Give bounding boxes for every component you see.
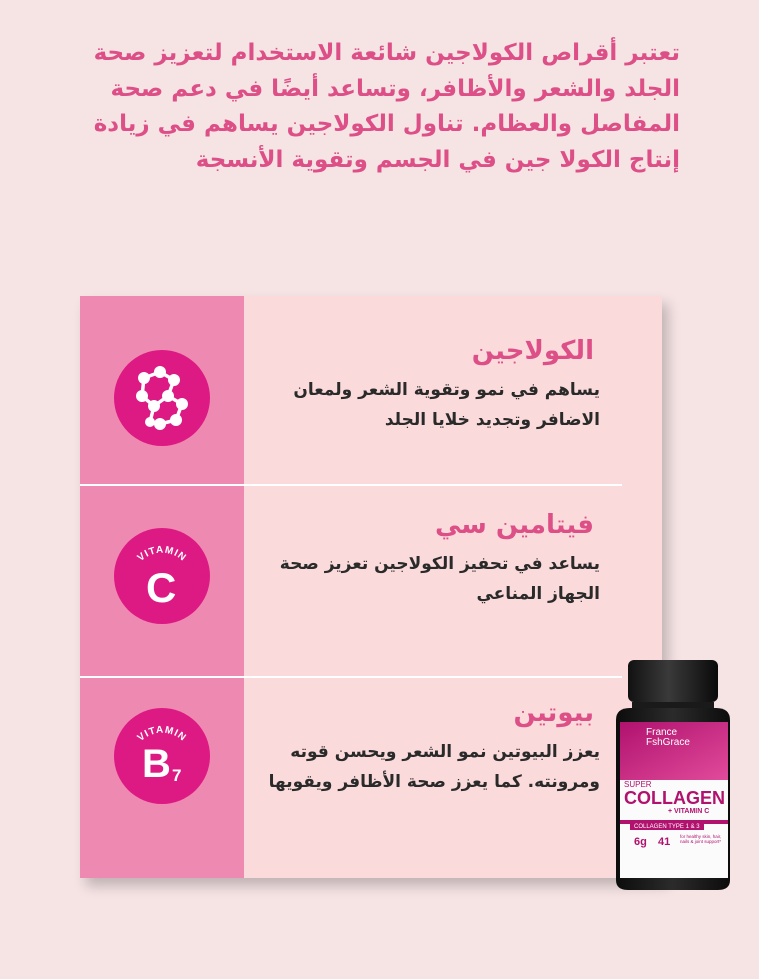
desc-line: ومرونته. كما يعزز صحة الأظافر ويقويها xyxy=(268,771,600,792)
vitamin-letter: B xyxy=(142,742,171,786)
row-desc-vitamin-c xyxy=(280,550,600,610)
row-title-collagen: الكولاجين xyxy=(471,336,594,366)
intro-line: الجلد والشعر والأظافر، وتساعد أيضًا في دعم صحة xyxy=(110,75,680,102)
row-desc-biotin xyxy=(269,738,600,798)
product-benefit: for healthy skin, hair, nails & joint support* xyxy=(680,834,722,845)
vitamin-b7-icon xyxy=(114,708,210,804)
row-title-vitamin-c: فيتامين سي xyxy=(434,510,594,540)
intro-line: إنتاج الكولا جين في الجسم وتقوية الأنسجة xyxy=(195,146,680,173)
molecule-icon xyxy=(114,350,210,446)
brand-top: France xyxy=(646,727,678,738)
product-bottle-image xyxy=(608,658,738,898)
intro-paragraph xyxy=(60,36,680,179)
product-type: COLLAGEN TYPE 1 & 3 xyxy=(630,824,704,830)
row-title-biotin: بيوتين xyxy=(513,698,594,728)
desc-line: يساهم في نمو وتقوية الشعر ولمعان xyxy=(293,380,600,400)
vitamin-caption: VITAMIN xyxy=(135,544,189,564)
product-sub: + VITAMIN C xyxy=(668,808,710,815)
svg-text:VITAMIN xyxy=(136,545,189,564)
intro-line: المفاصل والعظام. تناول الكولاجين يساهم في زيادة xyxy=(93,111,680,138)
vitamin-c-icon xyxy=(114,528,210,624)
desc-line: يعزز البيوتين نمو الشعر ويحسن قوته xyxy=(290,742,600,762)
vitamin-subscript: 7 xyxy=(172,766,182,785)
vitamin-caption: VITAMIN xyxy=(135,724,189,744)
row-divider xyxy=(80,676,622,678)
product-stat-2: 41 xyxy=(658,836,671,848)
vitamin-letter: C xyxy=(146,564,177,611)
brand-bottom: FshGrace xyxy=(646,737,690,748)
row-divider xyxy=(80,484,622,486)
ingredients-card xyxy=(80,296,662,878)
desc-line: الاضافر وتجديد خلايا الجلد xyxy=(384,409,600,430)
svg-text:VITAMIN xyxy=(136,725,189,744)
desc-line: يساعد في تحفيز الكولاجين تعزيز صحة xyxy=(279,554,600,574)
intro-line: تعتبر أقراص الكولاجين شائعة الاستخدام لتعزيز صحة xyxy=(93,40,680,66)
product-brand xyxy=(646,728,690,748)
product-name: COLLAGEN xyxy=(624,788,725,808)
row-desc-collagen xyxy=(293,376,600,436)
desc-line: الجهاز المناعي xyxy=(476,583,600,604)
product-super: SUPER xyxy=(624,780,652,789)
product-stat-1: 6g xyxy=(634,836,647,848)
